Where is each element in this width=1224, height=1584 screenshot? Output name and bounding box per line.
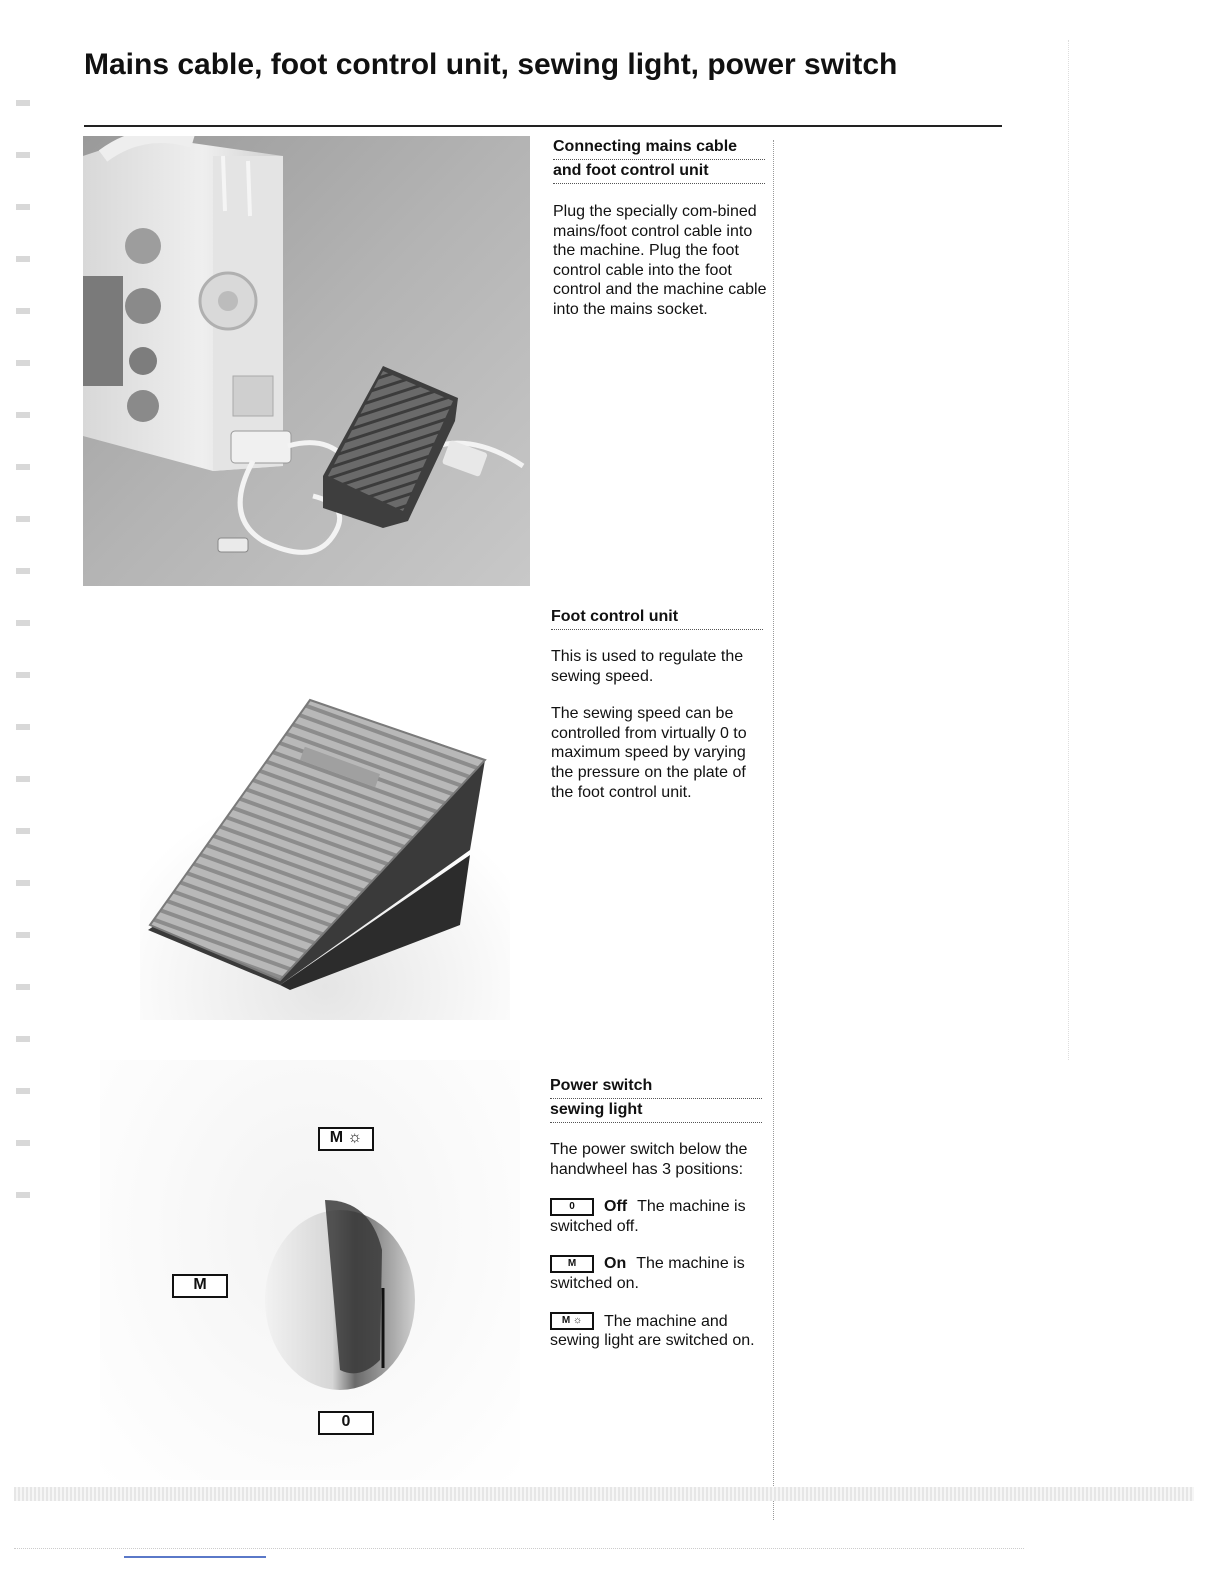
connecting-section <box>553 136 768 332</box>
column-divider <box>773 140 775 1520</box>
position-light <box>550 1312 765 1351</box>
binding-marks <box>16 60 30 1240</box>
position-on <box>550 1254 765 1293</box>
bottom-rule <box>14 1548 1024 1550</box>
position-light-symbol: M ☼ <box>550 1312 594 1330</box>
connecting-heading-line1: Connecting mains cable <box>553 136 765 160</box>
position-off-symbol: 0 <box>550 1198 594 1216</box>
page-title: Mains cable, foot control unit, sewing light, power switch <box>84 48 898 81</box>
dial-label-top: M ☼ <box>318 1127 374 1151</box>
position-on-text: The machine is switched on. <box>550 1255 745 1292</box>
power-switch-heading-line1: Power switch <box>550 1075 762 1099</box>
position-light-text: The machine and sewing light are switched on. <box>550 1312 755 1350</box>
power-switch-section <box>550 1075 765 1363</box>
right-margin-divider <box>1068 40 1070 1060</box>
position-off-label: Off <box>604 1198 628 1216</box>
position-on-symbol: M <box>550 1255 594 1273</box>
foot-control-heading: Foot control unit <box>551 606 763 630</box>
connecting-paragraph: Plug the specially com-bined mains/foot control cable into the machine. Plug the foot control cable into the foot control and the machine cable into the mains socket. <box>553 203 767 318</box>
position-off <box>550 1197 765 1236</box>
power-switch-photo <box>100 1060 520 1480</box>
connecting-heading-line2: and foot control unit <box>553 160 765 184</box>
bottom-scan-band <box>14 1487 1194 1501</box>
foot-control-paragraph-2: The sewing speed can be controlled from virtually 0 to maximum speed by varying the pressure on the plate of the foot control unit. <box>551 705 747 801</box>
dial-label-left: M <box>172 1274 228 1298</box>
dial-label-bottom: 0 <box>318 1411 374 1435</box>
foot-control-paragraph-1: This is used to regulate the sewing speed. <box>551 648 744 685</box>
foot-control-photo <box>140 690 510 1020</box>
position-on-label: On <box>604 1255 627 1273</box>
power-dial-icon <box>100 1060 520 1480</box>
power-switch-heading-line2: sewing light <box>550 1099 762 1123</box>
machine-photo <box>83 136 530 586</box>
position-off-text: The machine is switched off. <box>550 1198 746 1235</box>
foot-control-section <box>551 606 766 814</box>
title-rule <box>84 125 1002 127</box>
bottom-link-line <box>124 1556 266 1558</box>
power-switch-intro: The power switch below the handwheel has 3 positions: <box>550 1141 748 1178</box>
